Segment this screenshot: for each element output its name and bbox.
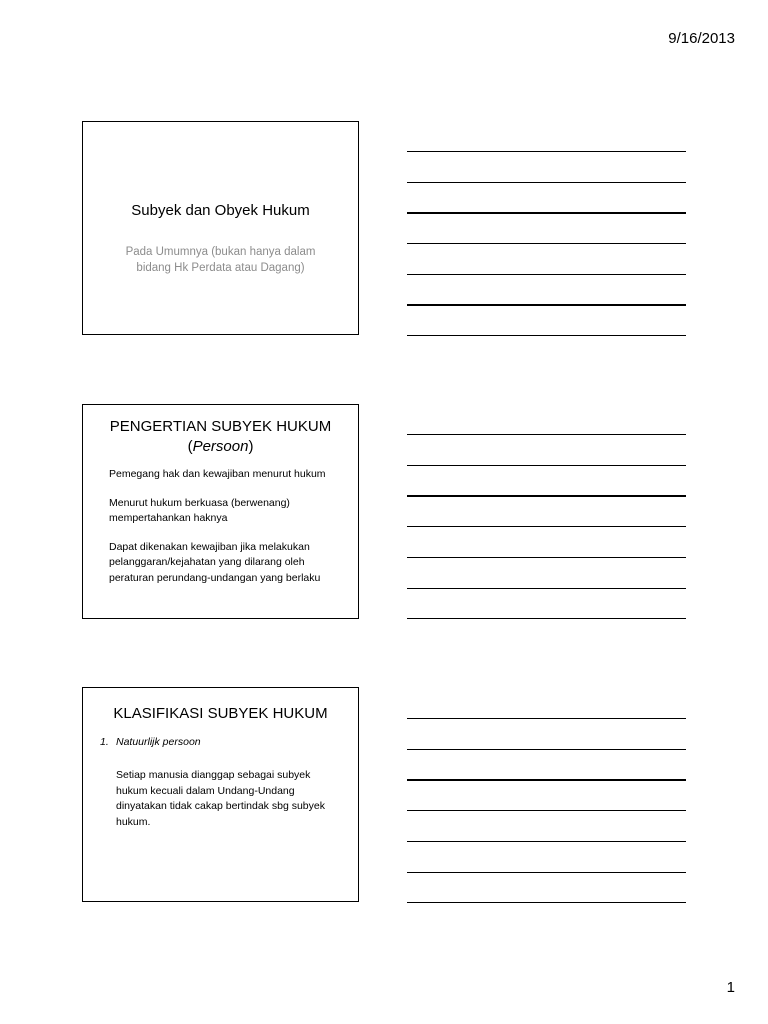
print-date: 9/16/2013 [668,30,735,47]
note-line [407,749,686,750]
note-line [407,841,686,842]
list-item-label: Natuurlijk persoon [116,736,201,748]
list-item: Pemegang hak dan kewajiban menurut hukum [109,468,326,480]
slide-3-title: KLASIFIKASI SUBYEK HUKUM [113,705,328,722]
slide-3-paragraph: Setiap manusia dianggap sebagai subyek hukum kecuali dalam Undang-Undang dinyatakan tidak cakap bertindak sbg subyek hukum. [116,769,325,828]
note-line [407,779,686,781]
note-line [407,182,686,183]
note-line [407,902,686,903]
note-line [407,243,686,244]
note-line [407,151,686,152]
note-line [407,557,686,558]
list-number: 1. [100,736,109,748]
slide-2-title [83,417,358,457]
list-item: Dapat dikenakan kewajiban jika melakukan pelanggaran/kejahatan yang dilarang oleh peraturan perundang-undangan yang berlaku [109,540,321,584]
note-line [407,335,686,336]
slide-2-thumbnail [82,404,359,619]
slide-1-subtitle: Pada Umumnya (bukan hanya dalam bidang Hk Perdata atau Dagang) [125,246,316,274]
note-line [407,618,686,619]
note-line [407,465,686,466]
note-line [407,274,686,275]
page-number: 1 [726,979,735,996]
note-line [407,212,686,214]
note-line [407,810,686,811]
slide-3-thumbnail [82,687,359,902]
note-line [407,718,686,719]
slide-1-title: Subyek dan Obyek Hukum [131,202,310,219]
note-line [407,495,686,497]
note-line [407,304,686,306]
slide-2-bullet-list [83,467,358,586]
slide-2-title-line1: PENGERTIAN SUBYEK HUKUM [109,418,332,435]
note-line [407,588,686,589]
list-item: Menurut hukum berkuasa (berwenang) mempertahankan haknya [109,496,290,524]
note-line [407,526,686,527]
slide-2-title-italic: Persoon [192,438,249,455]
slide-2-title-paren-close: ) [248,438,254,455]
slide-1-thumbnail [82,121,359,335]
note-line [407,872,686,873]
slide-3-list-item [100,736,358,748]
note-line [407,434,686,435]
slide-2-title-paren-open: ( [187,438,193,455]
